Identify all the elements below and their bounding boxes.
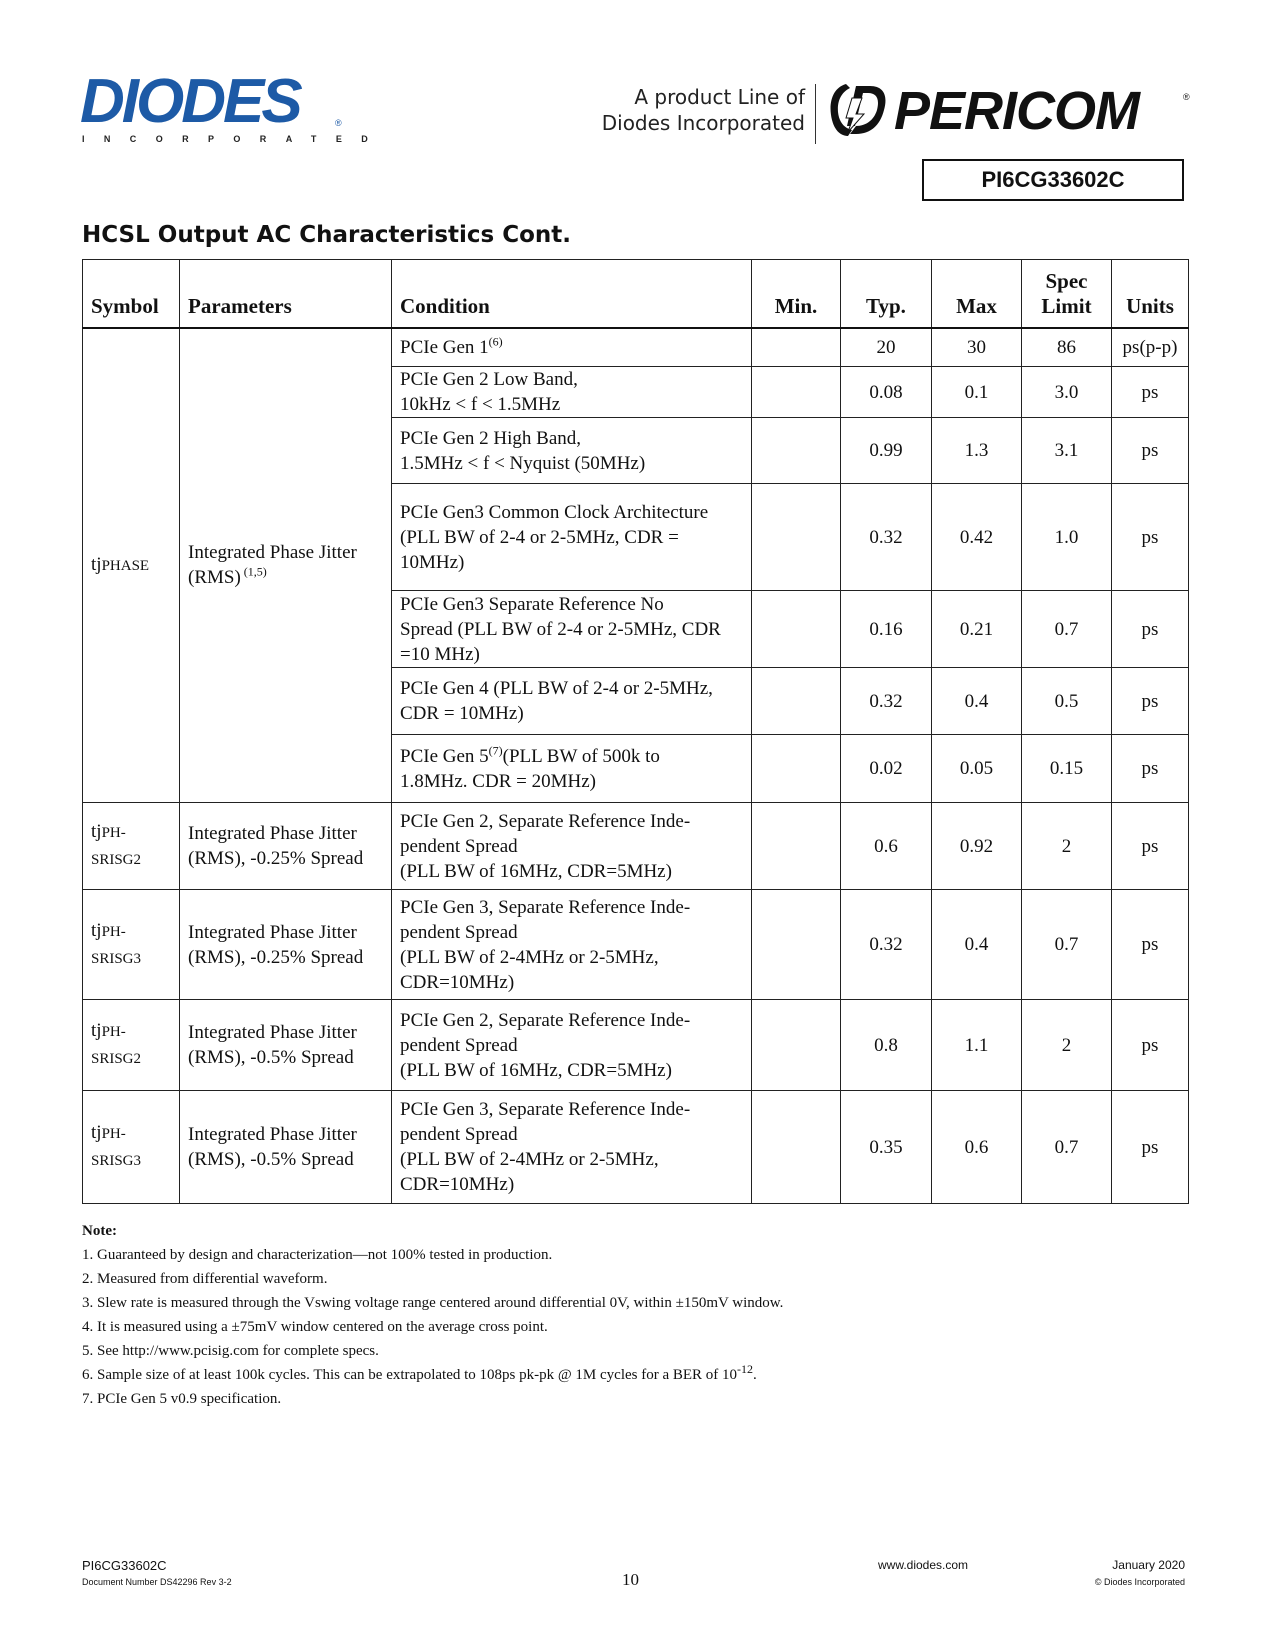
table-row (83, 328, 1189, 367)
typ-cell: 0.32 (841, 890, 932, 1000)
symbol-sub: PH- (101, 825, 126, 841)
product-line-1: A product Line of (634, 85, 805, 109)
condition-line: PCIe Gen3 Separate Reference No (400, 593, 664, 615)
header-condition: Condition (392, 260, 752, 328)
symbol-main: tj (91, 1020, 102, 1041)
condition-line: CDR=10MHz) (400, 971, 515, 993)
part-number-box: PI6CG33602C (922, 159, 1184, 201)
parameter-text: (RMS), -0.25% Spread (188, 848, 364, 869)
min-cell (752, 367, 841, 418)
parameter-note-ref: (1,5) (240, 564, 267, 579)
note-item: 3. Slew rate is measured through the Vswing voltage range centered around differential 0V, within ±150mV window. (82, 1295, 784, 1311)
pericom-logo-mark-icon (826, 80, 892, 140)
spec-cell: 86 (1022, 328, 1112, 367)
condition-cell (392, 591, 752, 668)
condition-line: CDR=10MHz) (400, 1174, 515, 1195)
condition-cell (392, 890, 752, 1000)
table-row (83, 803, 1189, 890)
parameter-text: Integrated Phase Jitter (188, 542, 357, 564)
spec-cell: 0.5 (1022, 668, 1112, 735)
note-item-end: . (753, 1367, 757, 1383)
symbol-sub: SRISG3 (91, 950, 142, 967)
parameter-cell (180, 803, 392, 890)
condition-line: PCIe Gen 3, Separate Reference Inde- (400, 896, 691, 918)
spec-cell: 2 (1022, 803, 1112, 890)
max-cell: 30 (932, 328, 1022, 367)
header-spec-limit-2: Limit (1041, 293, 1092, 318)
symbol-sub: SRISG3 (91, 1153, 142, 1169)
units-cell: ps (1112, 418, 1189, 484)
condition-cell (392, 735, 752, 803)
symbol-sub: PHASE (101, 557, 150, 574)
condition-cell (392, 418, 752, 484)
symbol-cell (83, 1000, 180, 1091)
parameter-text: Integrated Phase Jitter (188, 823, 357, 844)
symbol-sub: PH- (101, 1126, 126, 1142)
condition-line: pendent Spread (400, 835, 518, 857)
note-item (82, 1363, 783, 1387)
parameter-text: Integrated Phase Jitter (188, 921, 357, 943)
parameter-cell (180, 1000, 392, 1091)
header-symbol: Symbol (83, 260, 180, 328)
max-cell: 1.1 (932, 1000, 1022, 1091)
symbol-sub: PH- (101, 1024, 126, 1040)
max-cell: 0.4 (932, 668, 1022, 735)
header-units: Units (1112, 260, 1189, 328)
table-row (83, 890, 1189, 1000)
spec-cell: 1.0 (1022, 484, 1112, 591)
notes-title: Note: (82, 1223, 117, 1239)
note-item-text: 6. Sample size of at least 100k cycles. This can be extrapolated to 108ps pk-pk @ 1M cycles for a BER of 10 (82, 1367, 738, 1383)
condition-line: pendent Spread (400, 921, 518, 943)
table-header-row (83, 260, 1189, 328)
spec-cell: 0.7 (1022, 1091, 1112, 1204)
max-cell: 0.1 (932, 367, 1022, 418)
typ-cell: 0.99 (841, 418, 932, 484)
max-cell: 0.92 (932, 803, 1022, 890)
max-cell: 0.4 (932, 890, 1022, 1000)
parameter-text: Integrated Phase Jitter (188, 1124, 357, 1145)
units-cell: ps (1112, 367, 1189, 418)
condition-cell (392, 367, 752, 418)
min-cell (752, 735, 841, 803)
header-max: Max (932, 260, 1022, 328)
units-cell: ps(p-p) (1112, 328, 1189, 367)
min-cell (752, 484, 841, 591)
units-cell: ps (1112, 668, 1189, 735)
condition-line: PCIe Gen 2 High Band, (400, 427, 582, 449)
condition-line: PCIe Gen 5 (400, 745, 489, 767)
condition-line: (PLL BW of 500k to (502, 745, 660, 767)
condition-line: pendent Spread (400, 1034, 518, 1056)
units-cell: ps (1112, 735, 1189, 803)
typ-cell: 20 (841, 328, 932, 367)
min-cell (752, 591, 841, 668)
header-spec-limit-1: Spec (1045, 268, 1088, 293)
note-item: 1. Guaranteed by design and characterization—not 100% tested in production. (82, 1247, 553, 1263)
pericom-logo-text: PERICOM (894, 81, 1140, 141)
diodes-logo-subtext: INCORPORATED (82, 134, 388, 144)
spec-cell: 0.15 (1022, 735, 1112, 803)
parameter-text-2: (RMS) (188, 567, 241, 589)
max-cell: 1.3 (932, 418, 1022, 484)
symbol-cell (83, 328, 180, 803)
condition-line: PCIe Gen 1 (400, 336, 489, 358)
condition-line: pendent Spread (400, 1124, 518, 1145)
units-cell: ps (1112, 1091, 1189, 1204)
table-row (83, 1000, 1189, 1091)
symbol-main: tj (91, 1122, 102, 1143)
footer-doc-number: Document Number DS42296 Rev 3-2 (82, 1577, 232, 1587)
condition-note-ref: (7) (488, 743, 503, 758)
min-cell (752, 803, 841, 890)
diodes-logo (80, 67, 388, 144)
condition-line: (PLL BW of 2-4 or 2-5MHz, CDR = (400, 526, 679, 548)
spec-cell: 0.7 (1022, 890, 1112, 1000)
units-cell: ps (1112, 803, 1189, 890)
spec-cell: 0.7 (1022, 591, 1112, 668)
condition-line: 1.5MHz < f < Nyquist (50MHz) (400, 452, 646, 474)
units-cell: ps (1112, 890, 1189, 1000)
condition-line: PCIe Gen 2 Low Band, (400, 369, 578, 390)
table-row (83, 1091, 1189, 1204)
condition-line: PCIe Gen 3, Separate Reference Inde- (400, 1099, 691, 1120)
typ-cell: 0.08 (841, 367, 932, 418)
parameter-text: Integrated Phase Jitter (188, 1022, 357, 1043)
condition-line: PCIe Gen 4 (PLL BW of 2-4 or 2-5MHz, (400, 678, 713, 699)
header-divider (815, 84, 816, 144)
condition-cell (392, 484, 752, 591)
footer-website: www.diodes.com (878, 1558, 969, 1572)
condition-cell (392, 1091, 752, 1204)
symbol-main: tj (91, 919, 102, 941)
typ-cell: 0.32 (841, 668, 932, 735)
header-spec-limit (1022, 260, 1112, 328)
note-exponent: -12 (737, 1362, 754, 1376)
condition-cell (392, 668, 752, 735)
condition-line: (PLL BW of 16MHz, CDR=5MHz) (400, 1059, 672, 1081)
parameter-cell (180, 328, 392, 803)
product-line-2: Diodes Incorporated (601, 111, 805, 135)
condition-cell (392, 328, 752, 367)
typ-cell: 0.6 (841, 803, 932, 890)
registered-mark-icon: ® (335, 118, 342, 128)
header-min: Min. (752, 260, 841, 328)
condition-line: CDR = 10MHz) (400, 703, 524, 724)
parameter-cell (180, 890, 392, 1000)
condition-line: (PLL BW of 2-4MHz or 2-5MHz, (400, 1149, 659, 1170)
condition-line: (PLL BW of 16MHz, CDR=5MHz) (400, 860, 672, 882)
condition-note-ref: (6) (488, 334, 503, 349)
note-item: 2. Measured from differential waveform. (82, 1271, 328, 1287)
condition-line: 10kHz < f < 1.5MHz (400, 394, 561, 415)
max-cell: 0.42 (932, 484, 1022, 591)
symbol-sub: SRISG2 (91, 1051, 142, 1067)
diodes-logo-text: DIODES (80, 67, 300, 136)
typ-cell: 0.32 (841, 484, 932, 591)
product-line-text (602, 84, 805, 136)
condition-line: Spread (PLL BW of 2-4 or 2-5MHz, CDR (400, 618, 721, 640)
section-title: HCSL Output AC Characteristics Cont. (82, 222, 572, 248)
units-cell: ps (1112, 1000, 1189, 1091)
registered-mark-icon: ® (1183, 92, 1190, 102)
symbol-sub: PH- (101, 923, 126, 940)
spec-cell: 3.0 (1022, 367, 1112, 418)
typ-cell: 0.8 (841, 1000, 932, 1091)
note-item: 5. See http://www.pcisig.com for complete specs. (82, 1343, 379, 1359)
min-cell (752, 890, 841, 1000)
symbol-main: tj (91, 821, 102, 842)
note-item: 7. PCIe Gen 5 v0.9 specification. (82, 1391, 282, 1407)
footer-part-number: PI6CG33602C (82, 1558, 167, 1573)
condition-cell (392, 1000, 752, 1091)
header-parameters: Parameters (180, 260, 392, 328)
parameter-cell (180, 1091, 392, 1204)
min-cell (752, 668, 841, 735)
parameter-text: (RMS), -0.25% Spread (188, 946, 364, 968)
min-cell (752, 1000, 841, 1091)
typ-cell: 0.35 (841, 1091, 932, 1204)
max-cell: 0.6 (932, 1091, 1022, 1204)
condition-line: PCIe Gen 2, Separate Reference Inde- (400, 1009, 691, 1031)
condition-line: 10MHz) (400, 551, 465, 573)
notes-section (82, 1219, 783, 1411)
spec-cell: 2 (1022, 1000, 1112, 1091)
note-item: 4. It is measured using a ±75mV window centered on the average cross point. (82, 1319, 548, 1335)
symbol-cell (83, 890, 180, 1000)
parameter-text: (RMS), -0.5% Spread (188, 1149, 354, 1170)
min-cell (752, 418, 841, 484)
footer-date: January 2020 (1112, 1558, 1185, 1572)
condition-line: PCIe Gen 2, Separate Reference Inde- (400, 810, 691, 832)
footer-page-number: 10 (622, 1570, 639, 1589)
symbol-cell (83, 1091, 180, 1204)
typ-cell: 0.16 (841, 591, 932, 668)
max-cell: 0.21 (932, 591, 1022, 668)
parameter-text: (RMS), -0.5% Spread (188, 1047, 354, 1068)
symbol-sub: SRISG2 (91, 852, 142, 868)
condition-line: =10 MHz) (400, 643, 480, 665)
condition-line: 1.8MHz. CDR = 20MHz) (400, 770, 596, 792)
units-cell: ps (1112, 591, 1189, 668)
min-cell (752, 1091, 841, 1204)
footer-copyright: © Diodes Incorporated (1094, 1577, 1185, 1587)
symbol-cell (83, 803, 180, 890)
typ-cell: 0.02 (841, 735, 932, 803)
units-cell: ps (1112, 484, 1189, 591)
condition-cell (392, 803, 752, 890)
condition-line: (PLL BW of 2-4MHz or 2-5MHz, (400, 946, 659, 968)
max-cell: 0.05 (932, 735, 1022, 803)
symbol-main: tj (91, 553, 102, 575)
min-cell (752, 328, 841, 367)
spec-cell: 3.1 (1022, 418, 1112, 484)
ac-characteristics-table (82, 259, 1189, 1204)
header-typ: Typ. (841, 260, 932, 328)
condition-line: PCIe Gen3 Common Clock Architecture (400, 501, 709, 523)
